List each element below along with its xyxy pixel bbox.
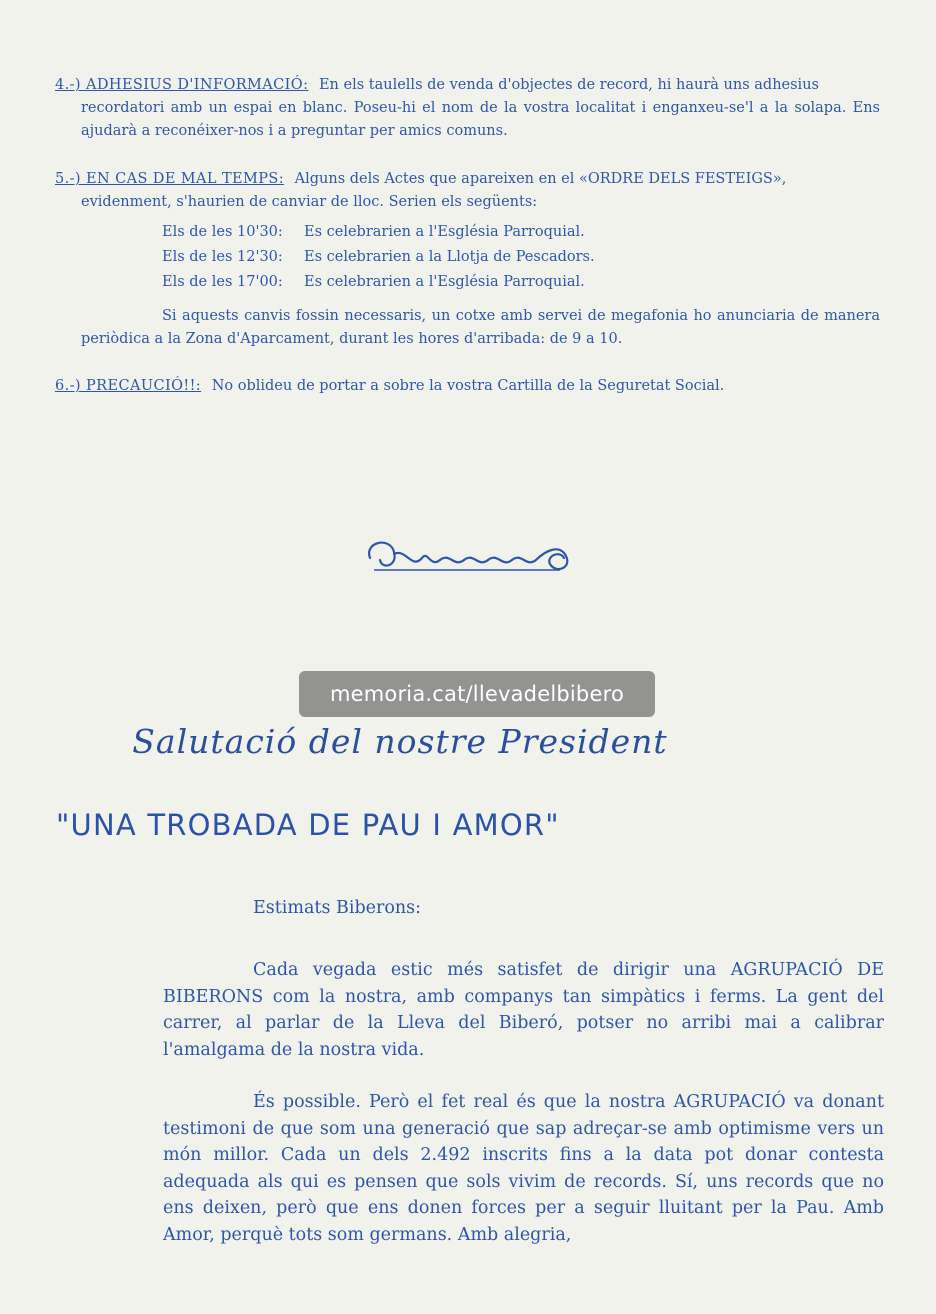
- headline: "UNA TROBADA DE PAU I AMOR": [56, 808, 560, 842]
- item-precaucio-text: No oblideu de portar a sobre la vostra Cartilla de la Seguretat Social.: [211, 378, 725, 394]
- letter-paragraph: [163, 957, 884, 1063]
- section-title: Salutació del nostre President: [132, 722, 668, 761]
- schedule-place: Es celebrarien a la Llotja de Pescadors.: [304, 249, 595, 265]
- item-adhesius-text-rest: recordatori amb un espai en blanc. Poseu-hi el nom de la vostra localitat i enganxeu-se'l a la solapa. Ens ajudarà a reconéixer-nos i a preguntar per amics comuns.: [81, 100, 880, 139]
- item-precaucio-heading: 6.-) PRECAUCIÓ!!:: [55, 378, 202, 394]
- letter-paragraph: [163, 1089, 884, 1248]
- schedule-time: Els de les 10'30:: [162, 224, 283, 240]
- item-adhesius-heading: 4.-) ADHESIUS D'INFORMACIÓ:: [55, 77, 309, 93]
- watermark-banner: memoria.cat/llevadelbibero: [299, 671, 655, 717]
- letter-greeting: Estimats Biberons:: [253, 898, 422, 918]
- item-adhesius-text-first: En els taulells de venda d'objectes de record, hi haurà uns adhesius: [318, 77, 819, 93]
- item-adhesius: [55, 74, 880, 143]
- ornament-flourish-icon: [360, 530, 580, 580]
- item-mal-temps-heading: 5.-) EN CAS DE MAL TEMPS:: [55, 171, 285, 187]
- schedule-place: Es celebrarien a l'Església Parroquial.: [304, 224, 585, 240]
- schedule-time: Els de les 17'00:: [162, 274, 283, 290]
- item-mal-temps: [55, 168, 880, 214]
- schedule-row: [162, 270, 595, 295]
- weather-note-text: Si aquests canvis fossin necessaris, un cotxe amb servei de megafonia ho anunciaria de manera periòdica a la Zona d'Aparcament, durant les hores d'arribada: de 9 a 10.: [81, 308, 880, 347]
- schedule-row: [162, 245, 595, 270]
- weather-schedule: [162, 220, 595, 295]
- item-mal-temps-text-first: Alguns dels Actes que apareixen en el «ORDRE DELS FESTEIGS»,: [294, 171, 787, 187]
- schedule-time: Els de les 12'30:: [162, 249, 283, 265]
- item-precaucio: [55, 375, 880, 398]
- letter-paragraph-text: És possible. Però el fet real és que la nostra AGRUPACIÓ va donant testimoni de que som una generació que sap adreçar-se amb optimisme vers un món millor. Cada un dels 2.492 inscrits fins a la data pot donar contesta adequada als qui es pensen que sols vivim de records. Sí, uns records que no ens deixen, però que ens donen forces per a seguir lluitant per la Pau. Amb Amor, perquè tots som germans. Amb alegria,: [163, 1092, 884, 1245]
- schedule-row: [162, 220, 595, 245]
- weather-note: [81, 305, 880, 351]
- letter-paragraph-text: Cada vegada estic més satisfet de dirigir una AGRUPACIÓ DE BIBERONS com la nostra, amb companys tan simpàtics i ferms. La gent del carrer, al parlar de la Lleva del Biberó, potser no arribi mai a calibrar l'amalgama de la nostra vida.: [163, 960, 884, 1060]
- item-mal-temps-text-rest: evidenment, s'haurien de canviar de lloc. Serien els següents:: [81, 194, 538, 210]
- schedule-place: Es celebrarien a l'Església Parroquial.: [304, 274, 585, 290]
